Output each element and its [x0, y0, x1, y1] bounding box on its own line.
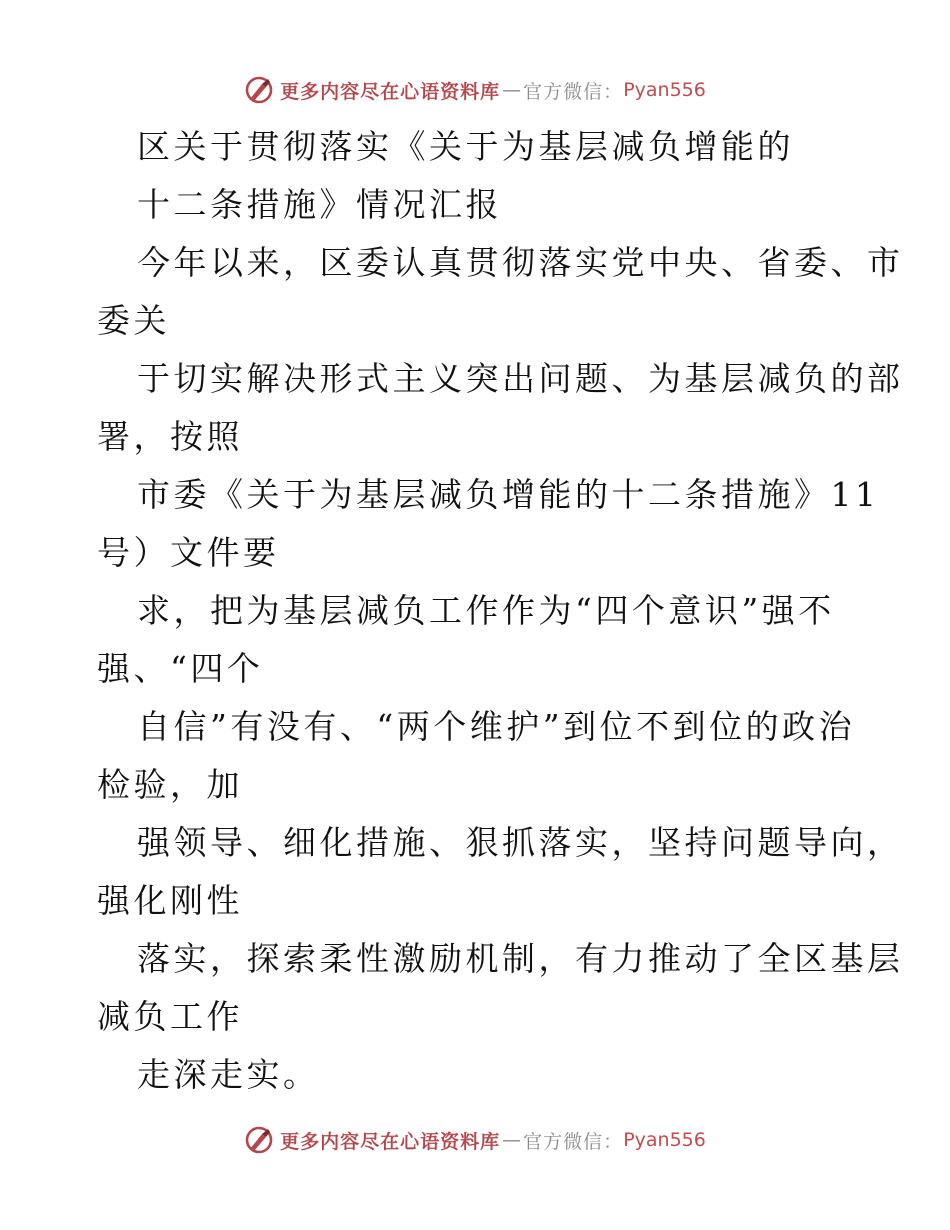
pen-logo-icon — [244, 75, 274, 105]
paragraph-line: 于切实解决形式主义突出问题、为基层减负的部 — [137, 359, 904, 398]
banner-separator: — — [502, 1129, 522, 1151]
paragraph-line: 落实，探索柔性激励机制，有力推动了全区基层 — [137, 939, 904, 978]
paragraph-line: 求，把为基层减负工作作为“四个意识”强不 — [137, 591, 835, 630]
banner-brand-text: 更多内容尽在心语资料库 — [280, 80, 501, 103]
paragraph-line: 市委《关于为基层减负增能的十二条措施》11 — [137, 475, 880, 514]
paragraph-line: 今年以来，区委认真贯彻落实党中央、省委、市 — [137, 243, 904, 282]
banner-wechat-label: 官方微信： — [523, 80, 624, 103]
banner-wechat-label: 官方微信： — [523, 1130, 624, 1153]
paragraph-line: 强化刚性 — [97, 881, 243, 920]
paragraph-line: 署，按照 — [97, 417, 243, 456]
pen-logo-icon — [244, 1125, 274, 1155]
paragraph-line: 强、“四个 — [97, 649, 264, 688]
banner-brand-text: 更多内容尽在心语资料库 — [280, 1130, 501, 1153]
document-title-line: 区关于贯彻落实《关于为基层减负增能的 — [137, 127, 794, 166]
header-banner — [0, 70, 950, 110]
paragraph-line: 减负工作 — [97, 997, 243, 1036]
paragraph-line: 号）文件要 — [97, 533, 280, 572]
footer-banner — [0, 1120, 950, 1160]
paragraph-line: 自信”有没有、“两个维护”到位不到位的政治 — [137, 707, 856, 746]
paragraph-line: 走深走实。 — [137, 1055, 320, 1094]
banner-wechat-id: Pyan556 — [623, 79, 706, 101]
banner-separator: — — [502, 79, 522, 101]
banner-wechat-id: Pyan556 — [623, 1129, 706, 1151]
paragraph-line: 检验，加 — [97, 765, 243, 804]
paragraph-line: 委关 — [97, 301, 170, 340]
document-content — [97, 118, 904, 1104]
paragraph-line: 强领导、细化措施、狠抓落实，坚持问题导向， — [137, 823, 904, 862]
document-title-line: 十二条措施》情况汇报 — [137, 185, 502, 224]
